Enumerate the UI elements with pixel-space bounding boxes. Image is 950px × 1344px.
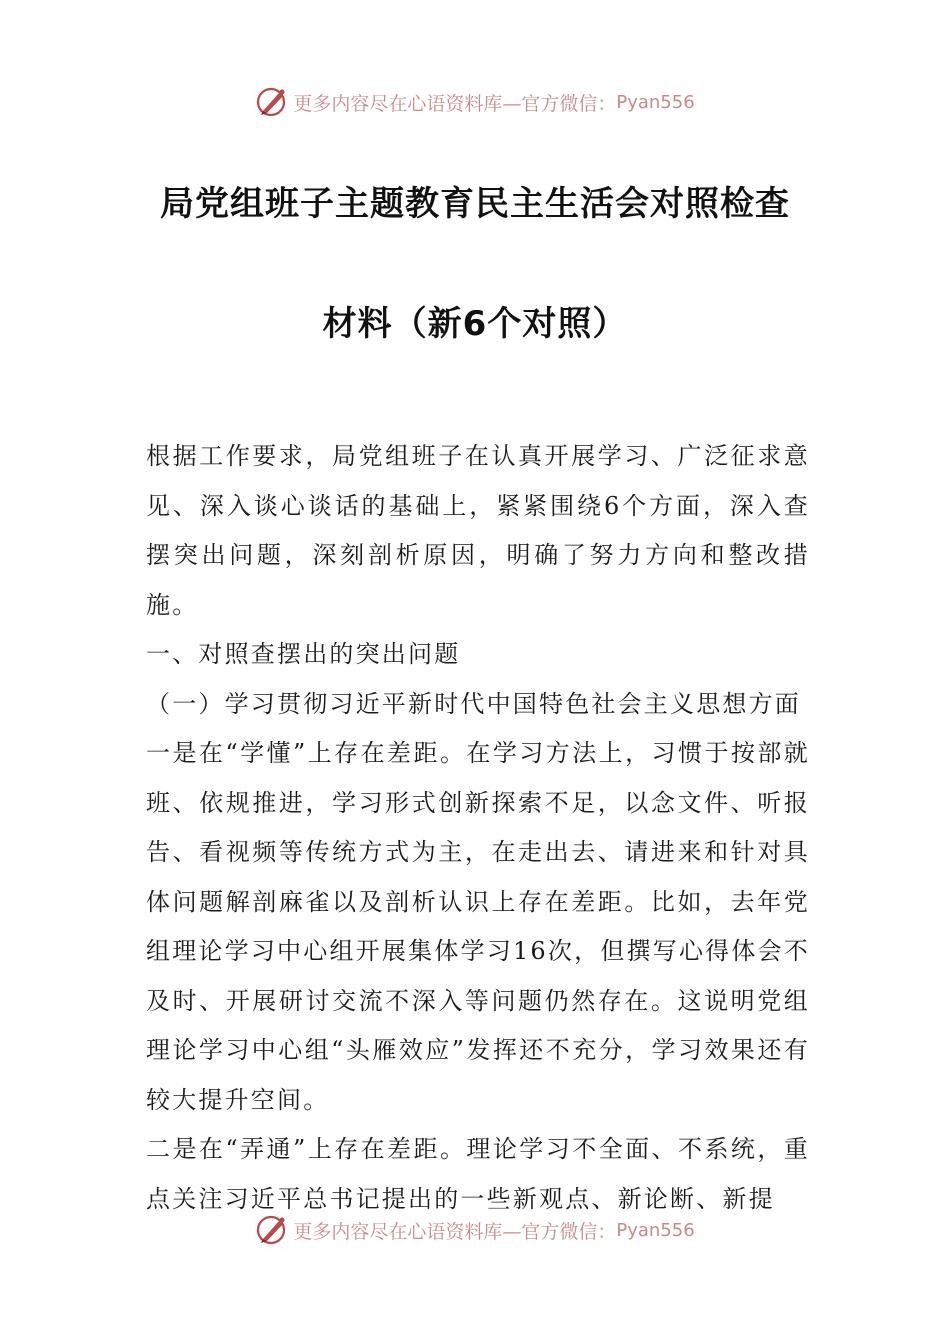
banner-text: 更多内容尽在心语资料库—官方微信： xyxy=(293,1220,617,1243)
banner-wechat-id: Pyan556 xyxy=(616,91,695,113)
pen-logo-icon xyxy=(255,85,289,119)
paragraph-intro: 根据工作要求，局党组班子在认真开展学习、广泛征求意见、深入谈心谈话的基础上，紧紧围绕6个方面，深入查摆突出问题，深刻剖析原因，明确了努力方向和整改措施。 xyxy=(146,442,810,619)
document-title-line-1: 局党组班子主题教育民主生活会对照检查 xyxy=(160,184,790,224)
footer-banner xyxy=(0,1210,950,1250)
document-body xyxy=(146,432,810,1224)
header-banner xyxy=(0,82,950,122)
banner-wechat-id: Pyan556 xyxy=(616,1219,695,1241)
section-heading: 一、对照查摆出的突出问题 xyxy=(146,640,461,668)
document-title-line-2: 材料（新6个对照） xyxy=(322,304,628,344)
paragraph-point-1: 一是在“学懂”上存在差距。在学习方法上，习惯于按部就班、依规推进，学习形式创新探索不足，以念文件、听报告、看视频等传统方式为主，在走出去、请进来和针对具体问题解剖麻雀以及剖析认识上存在差距。比如，去年党组理论学习中心组开展集体学习16次，但撰写心得体会不及时、开展研讨交流不深入等问题仍然存在。这说明党组理论学习中心组“头雁效应”发挥还不充分，学习效果还有较大提升空间。 xyxy=(146,739,810,1114)
banner-text: 更多内容尽在心语资料库—官方微信： xyxy=(293,92,617,115)
subsection-heading: （一）学习贯彻习近平新时代中国特色社会主义思想方面 xyxy=(146,689,801,718)
paragraph-point-2: 二是在“弄通”上存在差距。理论学习不全面、不系统，重点关注习近平总书记提出的一些新观点、新论断、新提 xyxy=(146,1135,810,1213)
pen-logo-icon xyxy=(255,1213,289,1247)
